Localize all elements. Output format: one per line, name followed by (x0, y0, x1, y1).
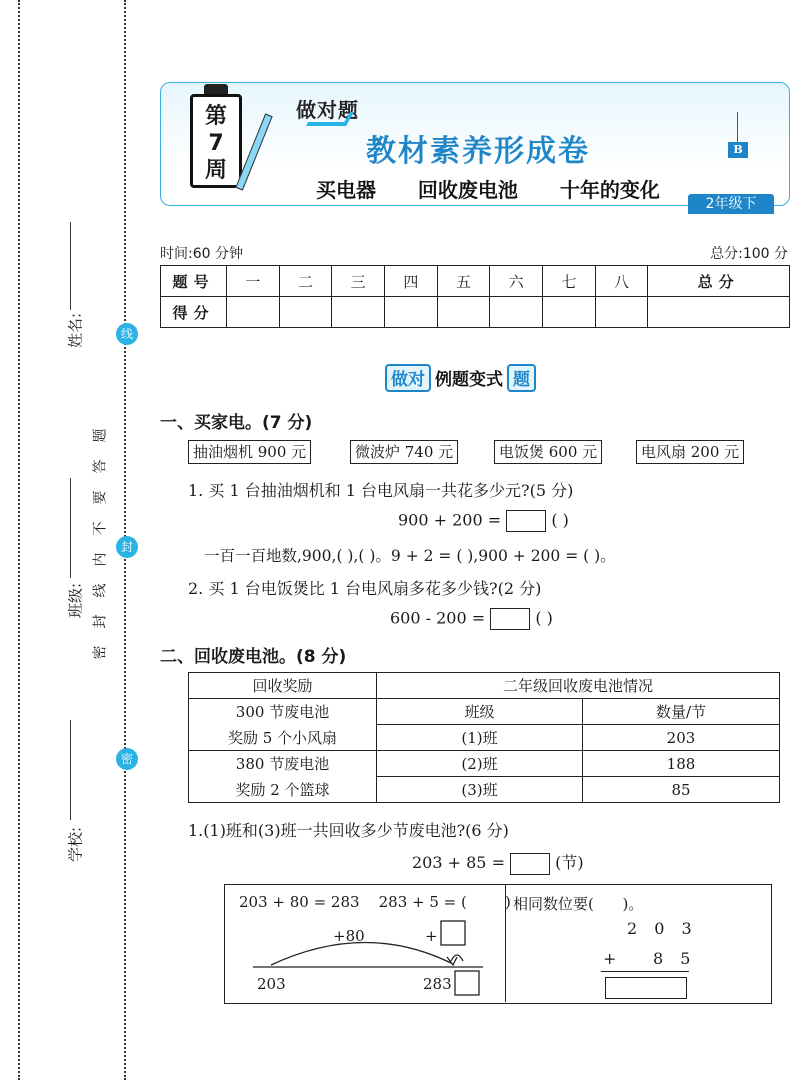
brand-logo: 做对题 (296, 98, 359, 122)
reward1-line2: 奖励 5 个小风扇 (189, 725, 377, 751)
seal-word: 线 (92, 583, 109, 598)
class-label: 班级: (66, 582, 85, 619)
number-line-start: 203 (257, 975, 286, 993)
vertical-sum-line (601, 971, 689, 972)
answer-box[interactable] (490, 608, 530, 630)
column-header-class: 班级 (377, 699, 583, 725)
table-row (189, 725, 780, 751)
seal-instructions (92, 420, 110, 668)
class-cell: (3)班 (377, 777, 583, 803)
score-header-cell: 一 (227, 266, 280, 297)
seal-dot-seal: 封 (116, 536, 138, 558)
question1-equation2 (390, 608, 553, 630)
week-badge (190, 94, 242, 188)
arc-label: +80 (333, 927, 365, 945)
score-header-cell: 七 (543, 266, 596, 297)
seal-word: 密 (92, 645, 109, 660)
score-cell[interactable] (332, 297, 385, 328)
score-table-score-row (161, 297, 790, 328)
school-label: 学校: (66, 826, 85, 863)
page-subtitle: 买电器 回收废电池 十年的变化 (316, 178, 660, 202)
score-cell[interactable] (543, 297, 596, 328)
vertical-plus: + (603, 949, 617, 968)
seal-word: 不 (92, 521, 109, 536)
score-header-cell: 五 (437, 266, 490, 297)
score-cell[interactable] (437, 297, 490, 328)
seal-word: 要 (92, 490, 109, 505)
question1-equation1 (398, 510, 569, 532)
page-title: 教材素养形成卷 (366, 134, 590, 169)
week-badge-number: 7 (208, 131, 224, 156)
column-header-quantity: 数量/节 (583, 699, 780, 725)
version-tag: B (728, 142, 748, 158)
equation1-left: 900 + 200 = (398, 510, 502, 530)
vertical-sum-box[interactable] (605, 977, 687, 999)
price-tag: 微波炉 740 元 (350, 440, 458, 464)
score-cell[interactable] (648, 297, 790, 328)
equation1-unit: ( ) (551, 510, 569, 530)
answer-box[interactable] (510, 853, 550, 875)
place-value-prompt[interactable]: 相同数位要( )。 (513, 895, 644, 913)
equation3-unit: (节) (555, 853, 584, 872)
quantity-cell: 85 (583, 777, 780, 803)
seal-word: 答 (92, 459, 109, 474)
seal-word: 封 (92, 614, 109, 629)
reward1-line1: 300 节废电池 (189, 699, 377, 725)
quantity-cell: 188 (583, 751, 780, 777)
question2-equation (412, 850, 584, 875)
class-cell: (1)班 (377, 725, 583, 751)
table-row (189, 777, 780, 803)
table-row (189, 673, 780, 699)
question1-title: 一、买家电。(7 分) (160, 413, 313, 433)
seal-dot-secret: 密 (116, 748, 138, 770)
section-logo-part2: 例题变式 (435, 370, 503, 390)
price-tag: 电风扇 200 元 (636, 440, 744, 464)
score-header-cell: 四 (385, 266, 438, 297)
equation2-left: 600 - 200 = (390, 608, 486, 628)
number-line-end: 283 (423, 975, 452, 993)
end-answer-box[interactable] (455, 971, 479, 995)
table-row (189, 751, 780, 777)
jump-arc (271, 942, 451, 965)
week-badge-line3: 周 (204, 158, 227, 183)
price-tag: 电饭煲 600 元 (494, 440, 602, 464)
seal-word: 内 (92, 552, 109, 567)
checkmark-icon (306, 112, 354, 126)
seal-word: 题 (92, 428, 109, 443)
class-cell: (2)班 (377, 751, 583, 777)
table-header-class-status: 二年级回收废电池情况 (377, 673, 780, 699)
battery-table (188, 672, 780, 803)
score-header-cell: 二 (279, 266, 332, 297)
work-box (224, 884, 772, 1004)
exam-time: 时间:60 分钟 (160, 246, 243, 262)
question2-title: 二、回收废电池。(8 分) (160, 647, 347, 667)
score-cell[interactable] (227, 297, 280, 328)
jump-answer-box[interactable] (441, 921, 465, 945)
score-header-cell: 六 (490, 266, 543, 297)
score-header-cell: 三 (332, 266, 385, 297)
score-cell[interactable] (279, 297, 332, 328)
question1-sub2: 2. 买 1 台电饭煲比 1 台电风扇多花多少钱?(2 分) (188, 579, 542, 598)
section-logo-part3: 题 (507, 364, 536, 392)
week-badge-line1: 第 (204, 104, 227, 129)
score-cell[interactable] (490, 297, 543, 328)
score-table (160, 265, 790, 328)
section-logo-part1: 做对 (385, 364, 431, 392)
work-box-divider (505, 885, 506, 1002)
work-line1[interactable]: 203 + 80 = 283 283 + 5 = ( ) (239, 893, 511, 911)
question2-sub1: 1.(1)班和(3)班一共回收多少节废电池?(6 分) (188, 821, 509, 840)
quantity-cell: 203 (583, 725, 780, 751)
reward2-line1: 380 节废电池 (189, 751, 377, 777)
score-row-label: 得分 (161, 297, 227, 328)
class-underline[interactable] (70, 478, 71, 578)
answer-box[interactable] (506, 510, 546, 532)
seal-dot-line: 线 (116, 323, 138, 345)
equation2-unit: ( ) (535, 608, 553, 628)
name-underline[interactable] (70, 222, 71, 310)
tag-string (737, 112, 738, 142)
vertical-bottom-number: 8 5 (653, 949, 697, 968)
school-underline[interactable] (70, 720, 71, 820)
name-label: 姓名: (66, 312, 85, 349)
question1-count-line[interactable]: 一百一百地数,900,( ),( )。9 + 2 = ( ),900 + 200 = ( )。 (204, 547, 616, 565)
score-table-header-row (161, 266, 790, 297)
score-header-cell: 总分 (648, 266, 790, 297)
vertical-top-number: 2 0 3 (627, 919, 698, 938)
score-cell[interactable] (595, 297, 648, 328)
equation3-left: 203 + 85 = (412, 853, 505, 872)
exam-total: 总分:100 分 (710, 246, 788, 262)
question1-sub1: 1. 买 1 台抽油烟机和 1 台电风扇一共花多少元?(5 分) (188, 481, 574, 500)
title-banner (160, 82, 790, 212)
table-header-reward: 回收奖励 (189, 673, 377, 699)
grade-tag: 2年级下 (688, 194, 774, 214)
score-header-cell: 八 (595, 266, 648, 297)
score-header-cell: 题号 (161, 266, 227, 297)
plus-sign: + (425, 927, 438, 945)
table-row (189, 699, 780, 725)
price-tag: 抽油烟机 900 元 (188, 440, 311, 464)
reward2-line2: 奖励 2 个篮球 (189, 777, 377, 803)
binding-dotted-line-outer (18, 0, 20, 1080)
score-cell[interactable] (385, 297, 438, 328)
section-logo (385, 364, 536, 394)
